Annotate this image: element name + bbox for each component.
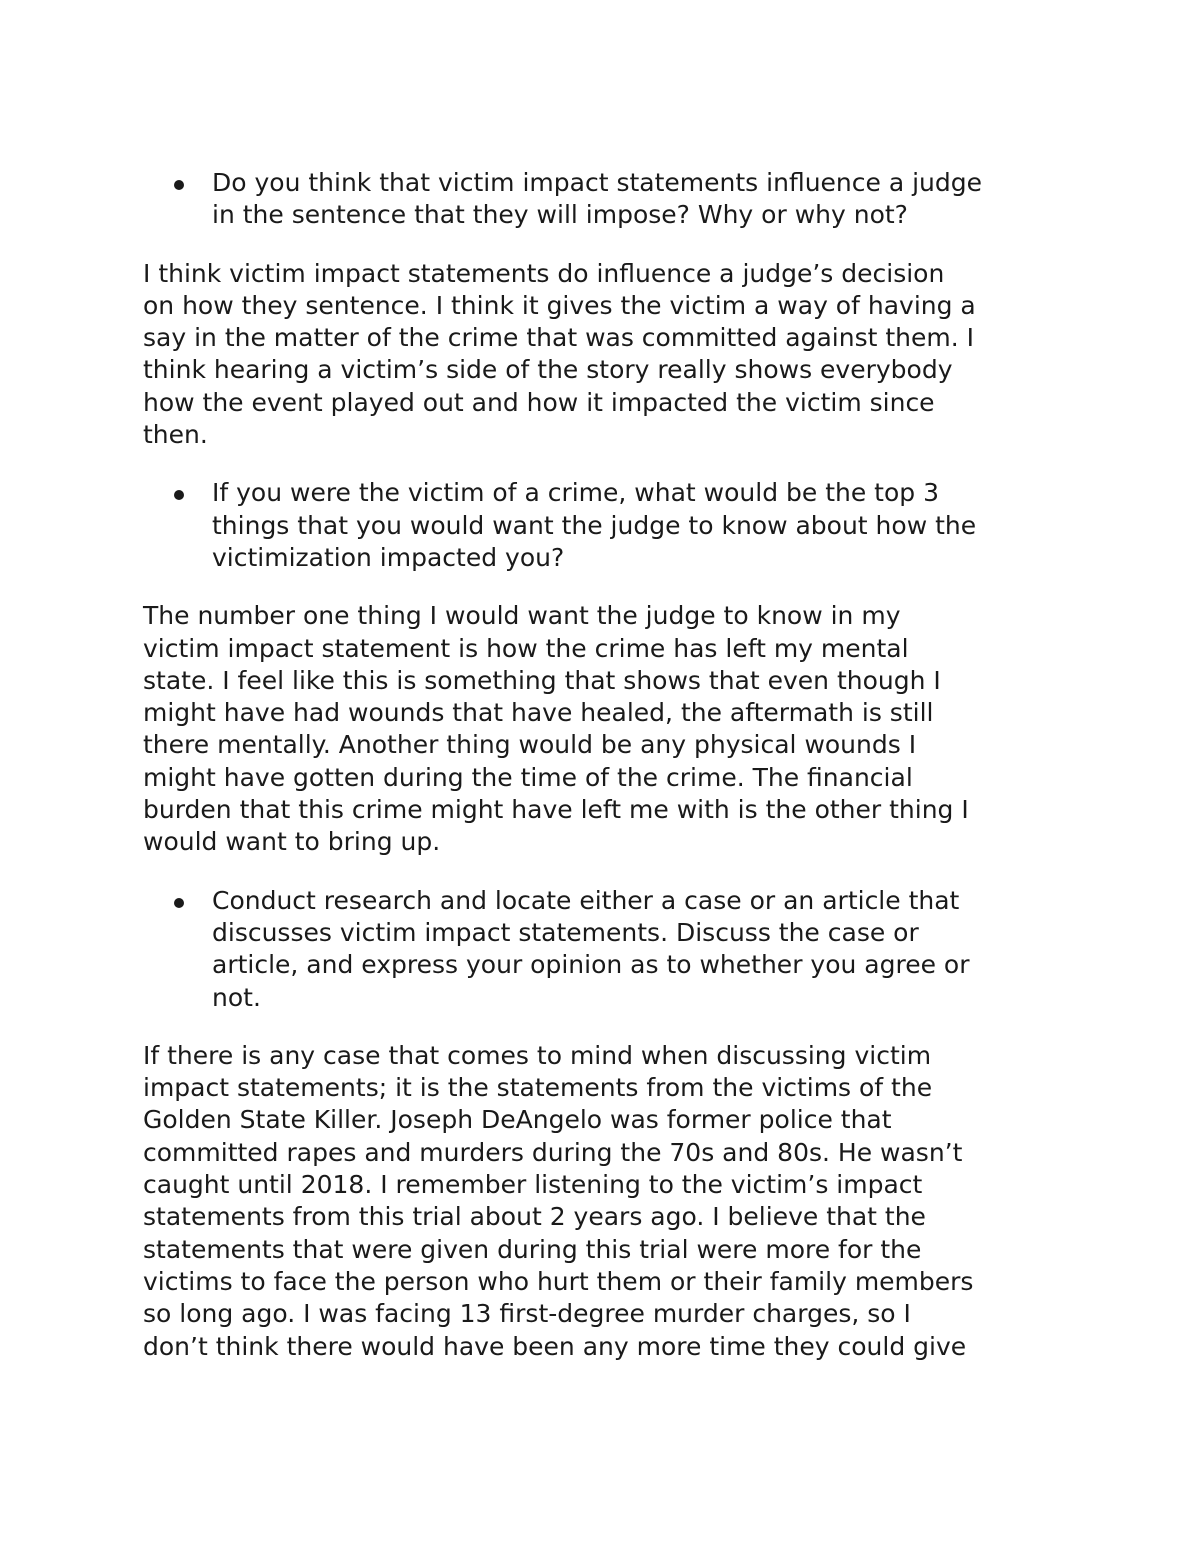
answer-line: I think victim impact statements do influence a judge’s decision <box>143 258 945 288</box>
question-line: victimization impacted you? <box>212 542 565 572</box>
answer-line: say in the matter of the crime that was committed against them. I <box>143 323 975 353</box>
answer-line: think hearing a victim’s side of the story really shows everybody <box>143 355 953 385</box>
answer-line: might have gotten during the time of the crime. The financial <box>143 762 913 792</box>
question-line: Do you think that victim impact statements influence a judge <box>212 168 983 197</box>
answer-line: on how they sentence. I think it gives the victim a way of having a <box>143 290 976 320</box>
answer-line: would want to bring up. <box>143 827 441 857</box>
answer-line: so long ago. I was facing 13 first-degree murder charges, so I <box>143 1299 911 1329</box>
question-line: things that you would want the judge to know about how the <box>212 510 977 540</box>
bullet-icon <box>174 490 184 500</box>
answer-line: victim impact statement is how the crime has left my mental <box>143 633 909 663</box>
bullet-icon <box>174 898 184 908</box>
question-bullet-1 <box>143 167 1063 232</box>
answer-line: statements from this trial about 2 years ago. I believe that the <box>143 1202 926 1232</box>
question-line: If you were the victim of a crime, what would be the top 3 <box>212 478 940 508</box>
answer-line: statements that were given during this trial were more for the <box>143 1234 922 1264</box>
answer-line: might have had wounds that have healed, the aftermath is still <box>143 698 934 728</box>
answer-line: victims to face the person who hurt them or their family members <box>143 1266 974 1296</box>
answer-line: burden that this crime might have left me with is the other thing I <box>143 795 969 825</box>
answer-line: caught until 2018. I remember listening to the victim’s impact <box>143 1170 923 1200</box>
answer-line: don’t think there would have been any more time they could give <box>143 1331 967 1361</box>
answer-paragraph-2 <box>143 600 1063 858</box>
answer-line: state. I feel like this is something that shows that even though I <box>143 665 941 695</box>
question-bullet-3 <box>143 885 1063 1014</box>
question-line: in the sentence that they will impose? Why or why not? <box>212 200 908 230</box>
answer-line: then. <box>143 420 208 450</box>
answer-line: The number one thing I would want the judge to know in my <box>143 601 901 631</box>
bullet-icon <box>174 180 184 190</box>
answer-line: impact statements; it is the statements from the victims of the <box>143 1073 933 1103</box>
question-line: not. <box>212 982 261 1012</box>
answer-line: If there is any case that comes to mind when discussing victim <box>143 1040 932 1070</box>
answer-line: there mentally. Another thing would be any physical wounds I <box>143 730 917 760</box>
document-body <box>143 167 1063 1389</box>
answer-line: how the event played out and how it impacted the victim since <box>143 387 935 417</box>
answer-line: Golden State Killer. Joseph DeAngelo was former police that <box>143 1105 892 1135</box>
answer-line: committed rapes and murders during the 70s and 80s. He wasn’t <box>143 1137 963 1167</box>
question-line: article, and express your opinion as to whether you agree or <box>212 950 970 980</box>
question-line: Conduct research and locate either a case or an article that <box>212 885 960 915</box>
question-line: discusses victim impact statements. Discuss the case or <box>212 917 919 947</box>
answer-paragraph-1 <box>143 258 1063 452</box>
question-bullet-2 <box>143 477 1063 574</box>
answer-paragraph-3 <box>143 1040 1063 1363</box>
